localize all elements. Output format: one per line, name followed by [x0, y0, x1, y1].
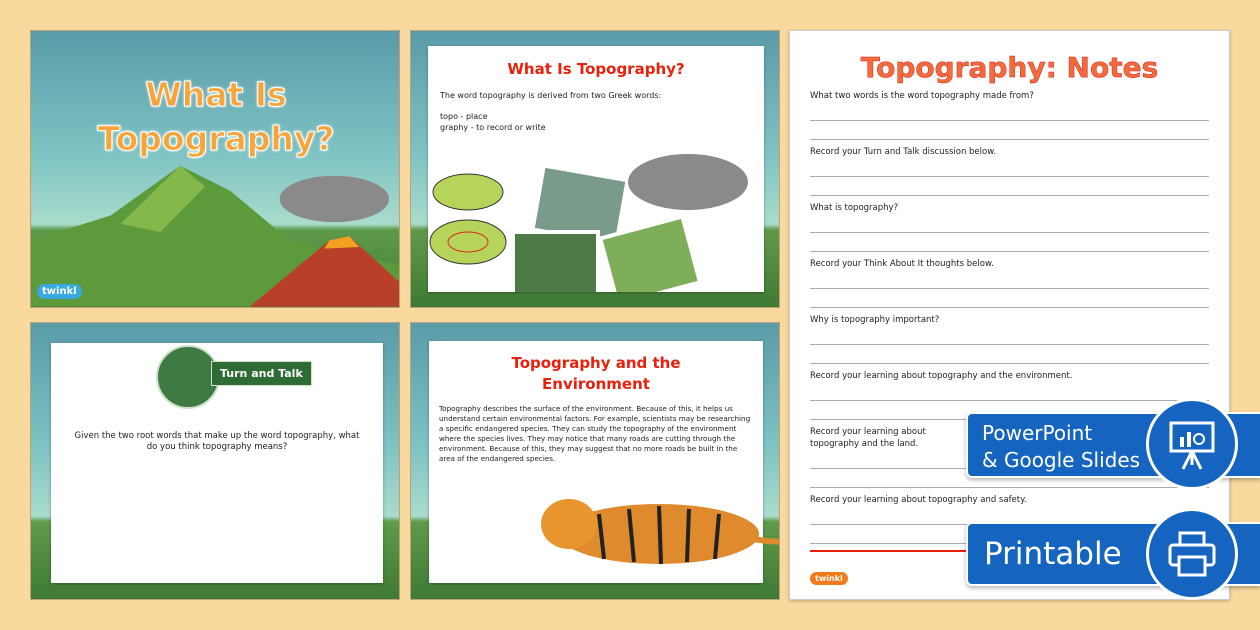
answer-line[interactable] — [810, 270, 1209, 289]
answer-line[interactable] — [810, 158, 1209, 177]
answer-line[interactable] — [810, 345, 1209, 364]
slide-card — [51, 343, 383, 583]
worksheet-question: Record your learning about topography and safety. — [810, 495, 1027, 505]
powerpoint-google-slides-badge — [966, 412, 1260, 478]
slide-title: What Is Topography? — [97, 75, 335, 158]
definition-line: topo - place — [440, 112, 488, 121]
worksheet-question: What is topography? — [810, 203, 899, 213]
answer-line[interactable] — [810, 326, 1209, 345]
worksheet-title: Topography: Notes — [860, 51, 1159, 84]
badge-label: PowerPoint — [982, 421, 1093, 445]
slide-thumbnail-turn-and-talk[interactable] — [30, 322, 400, 600]
slide-title: What Is Topography? — [507, 60, 685, 78]
answer-line[interactable] — [810, 289, 1209, 308]
intro-text: The word topography is derived from two Greek words: — [440, 91, 662, 100]
answer-line[interactable] — [810, 121, 1209, 140]
body-text: Topography describes the surface of the environment. Because of this, it helps us understand certain environmental factors. For example, scientists may be researching a specific endangered species. They can study the topography of the environment where the species lives. They may notice that many roads are cutting through the environment. Because of this, they may suggest that no more roads be built in the area of the endangered species. — [439, 404, 751, 463]
answer-line[interactable] — [810, 102, 1209, 121]
definition-line: graphy - to record or write — [440, 123, 546, 132]
badge-label: & Google Slides — [982, 448, 1141, 472]
badge-label: Printable — [984, 536, 1122, 572]
topography-images — [428, 132, 764, 292]
slide-title: Topography and the Environment — [511, 354, 681, 393]
answer-line[interactable] — [810, 382, 1209, 401]
worksheet-question: Record your learning about topography and the land. — [810, 427, 926, 449]
worksheet-question: Record your learning about topography and the environment. — [810, 371, 1073, 381]
worksheet-question: Why is topography important? — [810, 315, 940, 325]
slide-thumbnail-environment[interactable] — [410, 322, 780, 600]
printable-badge — [966, 522, 1260, 586]
slide-card — [429, 341, 763, 583]
twinkl-logo: twinkl — [37, 284, 82, 299]
slide-thumbnail-what-is[interactable] — [410, 30, 780, 308]
presentation-board-icon — [1146, 398, 1238, 490]
answer-line[interactable] — [810, 177, 1209, 196]
volcano-illustration — [31, 141, 399, 307]
answer-line[interactable] — [810, 233, 1209, 252]
question-text: Given the two root words that make up the word topography, what do you think topography means? — [74, 431, 360, 452]
notes-worksheet — [789, 30, 1230, 600]
tiger-illustration — [519, 484, 780, 579]
worksheet-question: Record your Turn and Talk discussion below. — [810, 147, 997, 157]
twinkl-logo: twinkl — [810, 572, 848, 585]
worksheet-question: Record your Think About It thoughts below. — [810, 259, 994, 269]
slide-thumbnail-title[interactable] — [30, 30, 400, 308]
turn-and-talk-badge: Turn and Talk — [211, 361, 312, 386]
answer-line[interactable] — [810, 214, 1209, 233]
slide-card — [428, 46, 764, 292]
printer-icon — [1146, 508, 1238, 600]
worksheet-question: What two words is the word topography made from? — [810, 91, 1034, 101]
